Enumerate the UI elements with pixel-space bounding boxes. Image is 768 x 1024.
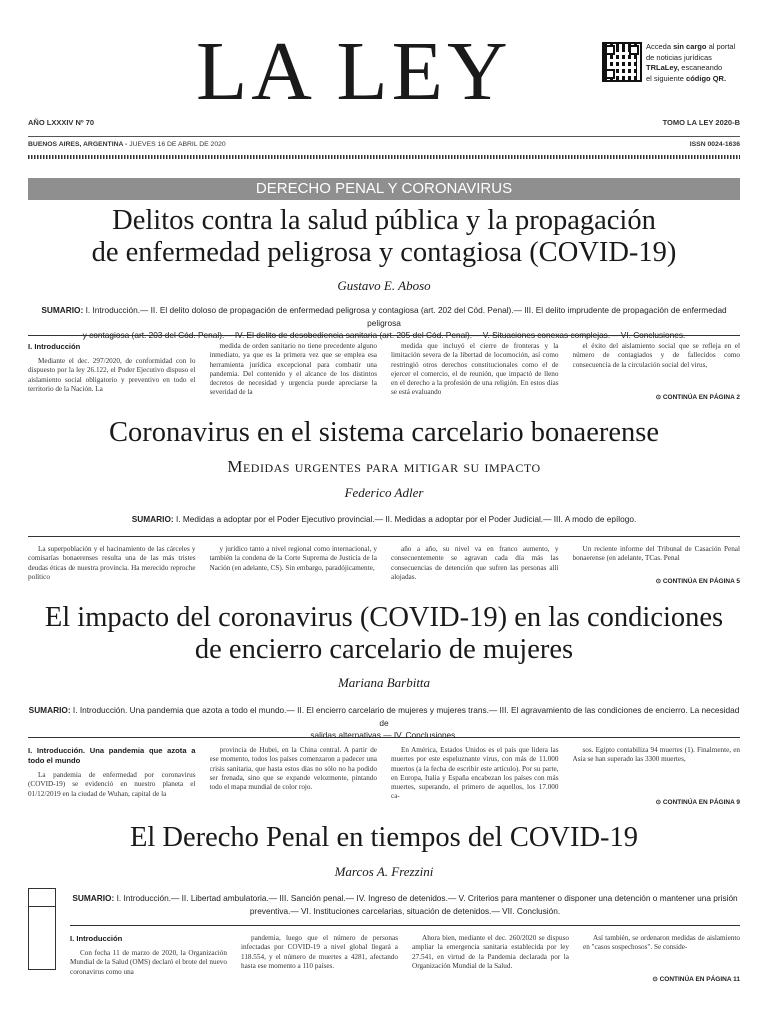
article-2-column-4: Un reciente informe del Tribunal de Casación Penal bonaerense (en adelante, TCas. Penal <box>572 545 740 563</box>
divider <box>28 536 740 537</box>
article-4-body <box>70 934 740 986</box>
issn-label: ISSN 0024-1636 <box>689 141 740 148</box>
article-3-author: Mariana Barbitta <box>337 675 431 690</box>
date-label: JUEVES 16 DE ABRIL DE 2020 <box>129 141 226 148</box>
article-1-sumario: SUMARIO: I. Introducción.— II. El delito doloso de propagación de enfermedad peligrosa y contagiosa (art. 202 del Cód. Penal).— III. El delito imprudente de propagación de enfermedad peligrosa y contagiosa (art. 203 del Cód. Penal).— IV. El delito de desobediencia sanitaria (art. 205 del Cód. Penal).— V. Situaciones conexas complejas.— VI. Conclusiones. <box>41 305 727 340</box>
tomo-label: TOMO LA LEY 2020-B <box>662 118 740 127</box>
dotted-divider <box>28 155 740 159</box>
article-4-column-4: Así también, se ordenaron medidas de aislamiento en "casos sospechosos". Se conside- <box>583 934 740 952</box>
issue-row <box>28 118 740 127</box>
article-1-column-3: medida que incluyó el cierre de fronteras y la limitación severa de la libertad de locomoción, así como restringió otros derechos constitucionales como el de ejercer el comercio, el de reunión, que impactó de lleno en el derecho a la profesión de una religión. En estos días se está evaluando <box>391 342 559 397</box>
article-1-column-2: medida de orden sanitario no tiene precedente alguno inmediato, ya que es la primera vez que se emplea esa herramienta jurídica excepcional para combatir una pandemia. Del contenido y el alcance de los distintos decretos de necesidad y urgencia puede apreciarse la severidad de la <box>209 342 377 397</box>
divider <box>28 136 740 137</box>
article-3-column-2: provincia de Hubei, en la China central. A partir de ese momento, todos los países comenzaron a padecer una crisis sanitaria, que hasta estos días no sólo no ha podido ser frenada, sino que se expande velozmente, pintando todo el mapa mundial de color rojo. <box>209 746 377 792</box>
article-3-column-4: sos. Egipto contabiliza 94 muertes (1). Finalmente, en Asia se han superado las 3300 muertes, <box>572 746 740 764</box>
article-2-author: Federico Adler <box>344 485 424 500</box>
issue-number: AÑO LXXXIV Nº 70 <box>28 118 95 127</box>
article-1-author: Gustavo E. Aboso <box>337 278 431 293</box>
qr-caption: Acceda sin cargo al portal de noticias jurídicas TRLaLey, escaneando el siguiente código QR. <box>646 42 736 83</box>
article-2-sumario: SUMARIO: I. Medidas a adoptar por el Poder Ejecutivo provincial.— II. Medidas a adoptar por el Poder Judicial.— III. A modo de epílogo. <box>131 514 637 524</box>
article-3-headline[interactable]: El impacto del coronavirus (COVID-19) en las condiciones de encierro carcelario de mujeres <box>44 602 724 665</box>
article-1-continue-link[interactable]: ⊙ CONTINÚA EN PÁGINA 2 <box>655 394 740 401</box>
article-4-column-1: I. Introducción Con fecha 11 de marzo de 2020, la Organización Mundial de la Salud (OMS) declaró el brote del nuevo coronavirus como una <box>70 934 227 976</box>
article-4-continue-link[interactable]: ⊙ CONTINÚA EN PÁGINA 11 <box>652 976 740 983</box>
date-row: BUENOS AIRES, ARGENTINA - JUEVES 16 DE ABRIL DE 2020 ISSN 0024-1636 <box>28 141 740 148</box>
article-3-sumario: SUMARIO: I. Introducción. Una pandemia que azota a todo el mundo.— II. El encierro carcelario de mujeres y mujeres trans.— III. El agravamiento de las condiciones de encierro. La necesidad de salidas alternativas.— IV. Conclusiones. <box>28 705 740 740</box>
article-2-column-1: La superpoblación y el hacinamiento de las cárceles y comisarías bonaerenses resulta una de las más tristes deudas éticas de nuestra provincia. Ha merecido reproche político <box>28 545 196 581</box>
section-banner: DERECHO PENAL Y CORONAVIRUS <box>28 178 740 200</box>
city-label: BUENOS AIRES, ARGENTINA <box>28 141 124 148</box>
article-4-sumario: SUMARIO: I. Introducción.— II. Libertad ambulatoria.— III. Sanción penal.— IV. Ingreso de detenidos.— V. Criterios para mantener o disponer una detención o mantener una prisión preventiva.— VI. Instituciones carcelarias, situación de detenidos.— VII. Conclusión. <box>72 893 738 916</box>
article-2-continue-link[interactable]: ⊙ CONTINÚA EN PÁGINA 5 <box>655 578 740 585</box>
divider <box>70 925 740 926</box>
article-3-column-1: I. Introducción. Una pandemia que azota a todo el mundo La pandemia de enfermedad por coronavirus (COVID-19) se evidenció en nuestro planeta el 01/12/2019 en la ciudad de Wuhan, capital de la <box>28 746 196 798</box>
article-1-column-1: I. Introducción Mediante el dec. 297/2020, de conformidad con lo dispuesto por la ley 26.122, el Poder Ejecutivo dispuso el aislamiento social obligatorio y preventivo en todo el territorio de la Nación. La <box>28 342 196 393</box>
divider <box>28 737 740 738</box>
article-1-column-4: el éxito del aislamiento social que se refleja en el número de contagiados y de fallecidos como consecuencia de la circulación social del virus, <box>572 342 740 369</box>
article-2-column-2: y jurídico tanto a nivel regional como internacional, y también la condena de la Corte Suprema de Justicia de la Nación (en adelante, CS). Sin embargo, paradójicamente, <box>209 545 377 572</box>
article-1-headline[interactable]: Delitos contra la salud pública y la propagación de enfermedad peligrosa y contagiosa (COVID-19) <box>91 205 677 268</box>
article-2-subhead: Medidas urgentes para mitigar su impacto <box>227 457 541 476</box>
newspaper-logo: LA LEY <box>196 25 512 118</box>
barcode-box <box>28 888 56 970</box>
article-3-column-3: En América, Estados Unidos es el país que lidera las muertes por este espeluznante virus, con más de 11.000 muertos (a la fecha de escribir este artículo). Por su parte, en Europa, Italia y España encabezan los países con más muertes, superando, el primero de aquellos, los 17.000 ca- <box>391 746 559 801</box>
article-4-headline[interactable]: El Derecho Penal en tiempos del COVID-19 <box>129 822 639 853</box>
article-3-body <box>28 746 740 802</box>
article-1-body <box>28 342 740 400</box>
article-4-column-3: Ahora bien, mediante el dec. 260/2020 se dispuso ampliar la emergencia sanitaria establecida por ley 27.541, en virtud de la Pandemia declarada por la Organización Mundial de la Salud. <box>412 934 569 970</box>
article-4-author: Marcos A. Frezzini <box>334 864 434 879</box>
qr-code-icon[interactable] <box>602 42 642 82</box>
article-2-body <box>28 545 740 587</box>
divider <box>28 335 740 336</box>
article-4-column-2: pandemia, luego que el número de personas infectadas por COVID-19 a nivel global llegará a 118.554, y el número de muertes a 4281, afectando hasta ese momento a 110 países. <box>241 934 398 970</box>
article-2-headline[interactable]: Coronavirus en el sistema carcelario bonaerense <box>109 417 659 448</box>
article-3-continue-link[interactable]: ⊙ CONTINÚA EN PÁGINA 9 <box>655 799 740 806</box>
article-2-column-3: año a año, su nivel va en franco aumento, y consecuentemente se agravan cada día más las consecuencias de detención que sufren las personas allí alojadas. <box>391 545 559 581</box>
